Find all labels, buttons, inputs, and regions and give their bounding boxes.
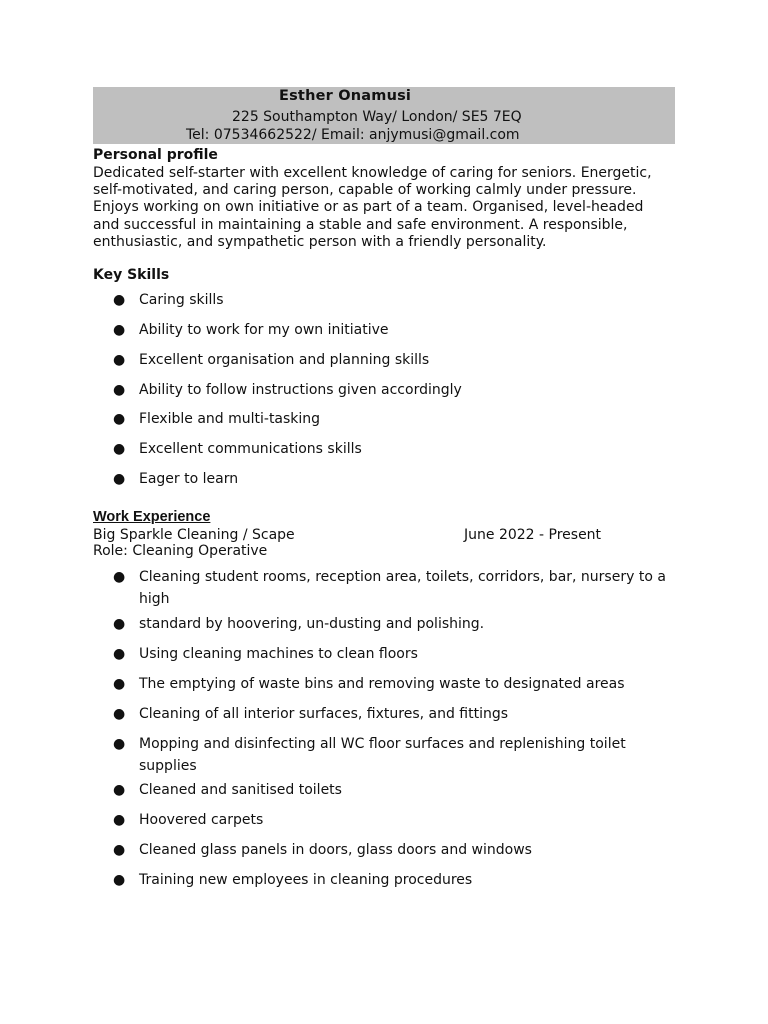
bullet-icon: ● [113,812,126,828]
skill-text: Eager to learn [139,471,239,487]
employer-name: Big Sparkle Cleaning / Scape [93,527,295,543]
bullet-icon: ● [113,842,126,858]
duty-text: supplies [139,758,197,774]
key-skills-heading: Key Skills [93,267,170,283]
profile-line: Dedicated self-starter with excellent knowledge of caring for seniors. Energetic, [93,165,652,181]
bullet-icon: ● [113,706,126,722]
candidate-name: Esther Onamusi [279,88,412,104]
bullet-icon: ● [113,322,126,338]
work-experience-heading: Work Experience [93,509,211,525]
bullet-icon: ● [113,872,126,888]
bullet-icon: ● [113,292,126,308]
skill-text: Caring skills [139,292,224,308]
skill-text: Excellent communications skills [139,441,362,457]
profile-line: and successful in maintaining a stable and safe environment. A responsible, [93,216,628,233]
bullet-icon: ● [113,646,126,662]
duty-text: Cleaned and sanitised toilets [139,782,342,798]
employment-dates: June 2022 - Present [464,527,602,543]
job-role: Role: Cleaning Operative [93,543,268,559]
bullet-icon: ● [113,382,126,398]
bullet-icon: ● [113,616,126,632]
duty-text: Training new employees in cleaning procedures [139,872,473,888]
bullet-icon: ● [113,471,126,487]
skill-text: Ability to follow instructions given accordingly [139,382,462,398]
duty-text: Cleaning student rooms, reception area, toilets, corridors, bar, nursery to a [139,569,666,585]
duty-text: The emptying of waste bins and removing waste to designated areas [139,676,625,692]
duty-text: Using cleaning machines to clean floors [139,646,418,662]
duty-text: high [139,591,170,607]
personal-profile-heading: Personal profile [93,147,218,163]
bullet-icon: ● [113,676,126,692]
skill-text: Flexible and multi-tasking [139,411,321,427]
skill-text: Excellent organisation and planning skills [139,352,430,368]
duty-text: Cleaning of all interior surfaces, fixtures, and fittings [139,706,509,722]
duty-text: Mopping and disinfecting all WC floor surfaces and replenishing toilet [139,736,626,752]
profile-line: Enjoys working on own initiative or as part of a team. Organised, level-headed [93,199,644,216]
bullet-icon: ● [113,736,126,752]
bullet-icon: ● [113,782,126,798]
profile-line: self-motivated, and caring person, capable of working calmly under pressure. [93,182,637,199]
profile-line: enthusiastic, and sympathetic person with a friendly personality. [93,233,547,250]
duty-text: Hoovered carpets [139,812,264,828]
candidate-contact: Tel: 07534662522/ Email: anjymusi@gmail.com [186,127,520,143]
bullet-icon: ● [113,441,126,457]
duty-text: standard by hoovering, un-dusting and polishing. [139,616,485,632]
skill-text: Ability to work for my own initiative [139,322,389,338]
bullet-icon: ● [113,569,126,585]
duty-text: Cleaned glass panels in doors, glass doors and windows [139,842,532,858]
candidate-address: 225 Southampton Way/ London/ SE5 7EQ [232,109,522,125]
personal-profile-text [93,165,673,251]
bullet-icon: ● [113,352,126,368]
bullet-icon: ● [113,411,126,427]
